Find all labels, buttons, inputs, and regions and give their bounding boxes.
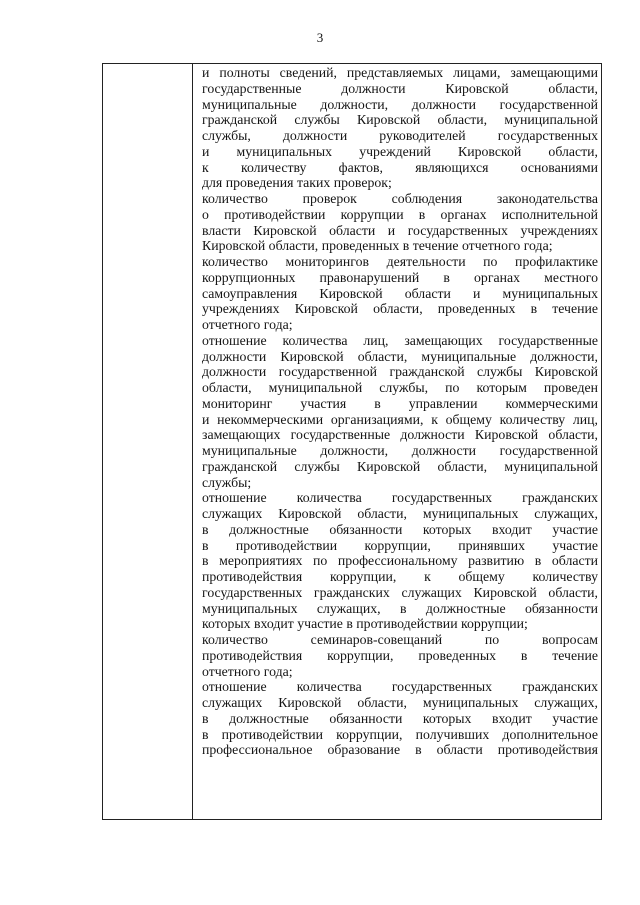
- text-line: гражданской службы Кировской области, муниципальной: [202, 458, 598, 474]
- text-line: в мероприятиях по профессиональному развитию в области: [202, 553, 598, 569]
- column-divider: [192, 63, 193, 820]
- indicator-text-cell: [202, 65, 598, 758]
- text-line: замещающих государственные должности Кировской области,: [202, 427, 598, 443]
- text-line: государственные должности Кировской области,: [202, 80, 598, 96]
- text-line: в противодействии коррупции, получивших дополнительное: [202, 726, 598, 742]
- text-line: коррупционных правонарушений в органах местного: [202, 269, 598, 285]
- text-line: для проведения таких проверок;: [202, 175, 392, 191]
- text-line: которых входит участие в противодействии коррупции;: [202, 616, 528, 632]
- text-line: должности государственной гражданской службы Кировской: [202, 364, 598, 380]
- text-line: в противодействии коррупции, принявших участие: [202, 537, 598, 553]
- text-line: служащих Кировской области, муниципальных служащих,: [202, 695, 598, 710]
- text-line: противодействия коррупции, проведенных в течение: [202, 647, 598, 663]
- text-line: и муниципальных учреждений Кировской области,: [202, 143, 598, 159]
- text-line: муниципальных служащих, в должностные обязанности: [202, 600, 598, 616]
- text-line: о противодействии коррупции в органах исполнительной: [202, 206, 598, 222]
- text-line: муниципальные должности, должности государственной: [202, 96, 598, 112]
- text-line: в должностные обязанности которых входит участие: [202, 710, 598, 726]
- text-line: количество проверок соблюдения законодательства: [202, 191, 598, 206]
- text-line: гражданской службы Кировской области, муниципальной: [202, 112, 598, 128]
- text-line: отношение количества государственных гражданских: [202, 679, 598, 695]
- text-line: и некоммерческими организациями, к общему количеству лиц,: [202, 411, 598, 427]
- page-number: 3: [316, 30, 324, 45]
- text-line: службы, должности руководителей государственных: [202, 128, 598, 143]
- text-line: отчетного года;: [202, 317, 293, 332]
- text-line: к количеству фактов, являющихся основаниями: [202, 159, 598, 175]
- text-line: власти Кировской области и государственных учреждениях: [202, 222, 598, 238]
- text-line: службы;: [202, 474, 252, 490]
- text-line: самоуправления Кировской области и муниципальных: [202, 285, 598, 301]
- text-line: отчетного года;: [202, 663, 293, 679]
- text-line: муниципальные должности, должности государственной: [202, 443, 598, 458]
- text-line: количество мониторингов деятельности по профилактике: [202, 254, 598, 269]
- text-line: служащих Кировской области, муниципальных служащих,: [202, 506, 598, 521]
- text-line: отношение количества государственных гражданских: [202, 490, 598, 506]
- text-line: противодействия коррупции, к общему количеству: [202, 569, 598, 584]
- text-line: государственных гражданских служащих Кировской области,: [202, 584, 598, 600]
- text-line: Кировской области, проведенных в течение отчетного года;: [202, 238, 553, 254]
- text-line: учреждениях Кировской области, проведенных в течение: [202, 301, 598, 317]
- text-line: в должностные обязанности которых входит участие: [202, 521, 598, 537]
- text-line: отношение количества лиц, замещающих государственные: [202, 332, 598, 348]
- text-line: количество семинаров-совещаний по вопросам: [202, 632, 598, 647]
- text-line: должности Кировской области, муниципальные должности,: [202, 348, 598, 364]
- text-line: профессиональное образование в области противодействия: [202, 742, 598, 758]
- text-line: и полноты сведений, представляемых лицами, замещающими: [202, 65, 598, 80]
- text-line: области, муниципальной службы, по которым проведен: [202, 380, 598, 395]
- text-line: мониторинг участия в управлении коммерческими: [202, 395, 598, 411]
